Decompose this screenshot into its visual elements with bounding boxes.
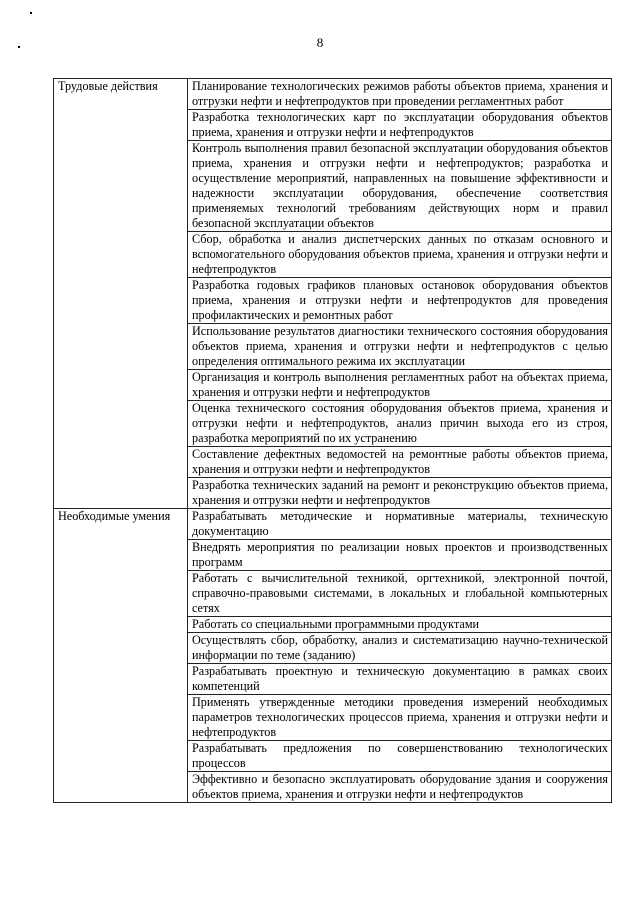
table-cell: Сбор, обработка и анализ диспетчерских данных по отказам основного и вспомогательного оборудования объектов приема, хранения и отгрузки нефти и нефтепродуктов — [188, 232, 612, 278]
table-cell: Разрабатывать методические и нормативные материалы, техническую документацию — [188, 509, 612, 540]
table-cell: Эффективно и безопасно эксплуатировать оборудование здания и сооружения объектов приема, хранения и отгрузки нефти и нефтепродуктов — [188, 772, 612, 803]
table-cell: Разработка годовых графиков плановых остановок оборудования объектов приема, хранения и отгрузки нефти и нефтепродуктов для проведения профилактических и ремонтных работ — [188, 278, 612, 324]
table-cell: Внедрять мероприятия по реализации новых проектов и производственных программ — [188, 540, 612, 571]
table-cell: Использование результатов диагностики технического состояния оборудования объектов приема, хранения и отгрузки нефти и нефтепродуктов с целью определения оптимального режима их эксплуатации — [188, 324, 612, 370]
table-cell: Разрабатывать проектную и техническую документацию в рамках своих компетенций — [188, 664, 612, 695]
table-cell: Составление дефектных ведомостей на ремонтные работы объектов приема, хранения и отгрузки нефти и нефтепродуктов — [188, 447, 612, 478]
table-row — [54, 79, 612, 110]
table-cell: Осуществлять сбор, обработку, анализ и систематизацию научно-технической информации по теме (заданию) — [188, 633, 612, 664]
table-row — [54, 509, 612, 540]
table-cell: Применять утвержденные методики проведения измерений необходимых параметров технологических процессов приема, хранения и отгрузки нефти и нефтепродуктов — [188, 695, 612, 741]
page-number: 8 — [316, 35, 324, 50]
section-label: Трудовые действия — [54, 79, 188, 509]
table-cell: Работать с вычислительной техникой, оргтехникой, электронной почтой, справочно-правовыми системами, в локальных и глобальной компьютерных сетях — [188, 571, 612, 617]
table-cell: Работать со специальными программными продуктами — [188, 617, 612, 633]
table-cell: Организация и контроль выполнения регламентных работ на объектах приема, хранения и отгрузки нефти и нефтепродуктов — [188, 370, 612, 401]
table-cell: Планирование технологических режимов работы объектов приема, хранения и отгрузки нефти и нефтепродуктов при проведении регламентных работ — [188, 79, 612, 110]
section-label: Необходимые умения — [54, 509, 188, 803]
table-cell: Разрабатывать предложения по совершенствованию технологических процессов — [188, 741, 612, 772]
scan-speck — [30, 12, 32, 14]
table-cell: Разработка технических заданий на ремонт и реконструкцию объектов приема, хранения и отгрузки нефти и нефтепродуктов — [188, 478, 612, 509]
table-cell: Разработка технологических карт по эксплуатации оборудования объектов приема, хранения и отгрузки нефти и нефтепродуктов — [188, 110, 612, 141]
table-cell: Контроль выполнения правил безопасной эксплуатации оборудования объектов приема, хранения и отгрузки нефти и нефтепродуктов; разработка и осуществление мероприятий, направленных на повышение эффективности и надежности эксплуатации оборудования, обеспечение соответствия применяемых технологий требованиям действующих норм и правил безопасной эксплуатации объектов — [188, 141, 612, 232]
requirements-table — [53, 78, 612, 803]
table-cell: Оценка технического состояния оборудования объектов приема, хранения и отгрузки нефти и нефтепродуктов, анализ причин выхода его из строя, разработка мероприятий по их устранению — [188, 401, 612, 447]
